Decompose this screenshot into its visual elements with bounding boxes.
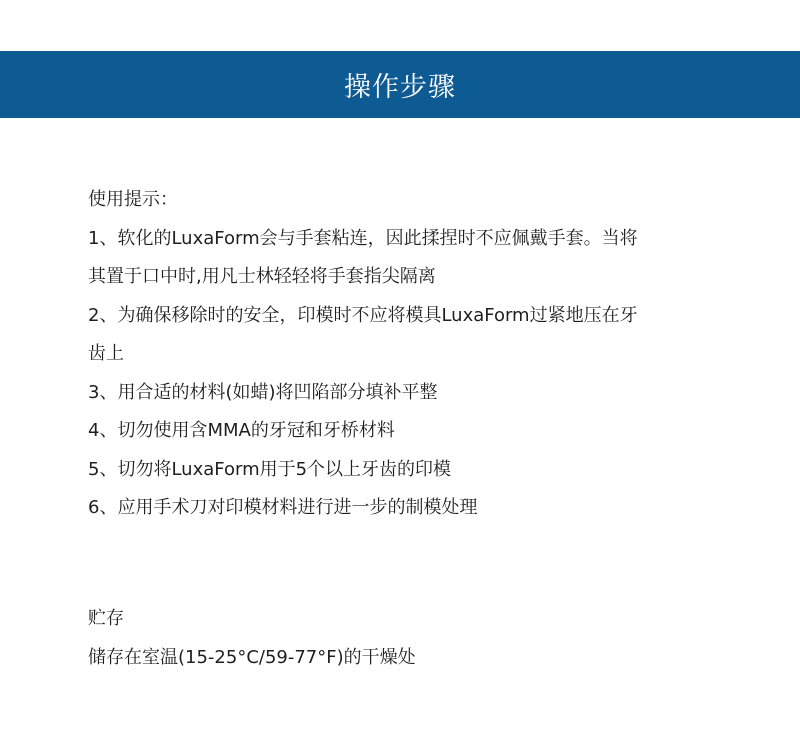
usage-tips-heading: 使用提示： — [88, 189, 178, 210]
usage-tip-line: 1、软化的LuxaForm会与手套粘连，因此揉捏时不应佩戴手套。当将 — [88, 227, 638, 249]
header-banner — [0, 51, 800, 118]
usage-tip-line: 其置于口中时,用凡士林轻轻将手套指尖隔离 — [88, 266, 436, 287]
usage-tip-line: 3、用合适的材料(如蜡)将凹陷部分填补平整 — [88, 381, 438, 403]
usage-tip-line: 2、为确保移除时的安全，印模时不应将模具LuxaForm过紧地压在牙 — [88, 304, 638, 326]
usage-tip-line: 4、切勿使用含MMA的牙冠和牙桥材料 — [88, 420, 395, 441]
usage-tip-line: 6、应用手术刀对印模材料进行进一步的制模处理 — [88, 497, 478, 518]
page-title: 操作步骤 — [344, 72, 456, 103]
usage-tip-line: 齿上 — [88, 343, 124, 364]
usage-tips-section — [88, 181, 768, 528]
storage-heading: 贮存 — [88, 608, 124, 629]
storage-section — [88, 600, 768, 677]
usage-tip-line: 5、切勿将LuxaForm用于5个以上牙齿的印模 — [88, 458, 452, 480]
storage-text: 储存在室温(15-25°C/59-77°F)的干燥处 — [88, 646, 416, 668]
